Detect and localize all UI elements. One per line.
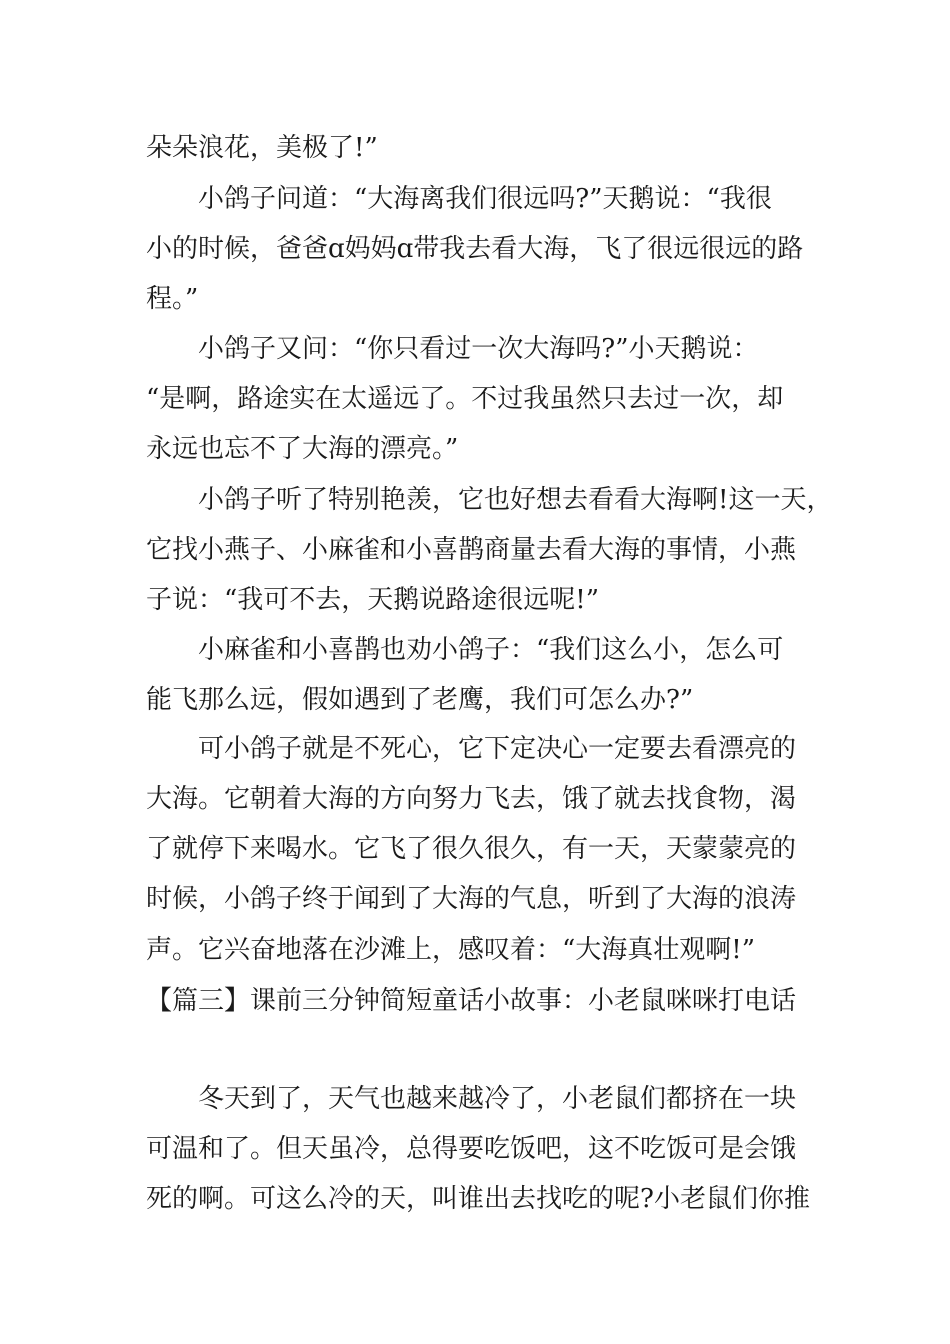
text-line: 它找小燕子、小麻雀和小喜鹊商量去看大海的事情，小燕 — [146, 535, 797, 565]
text-line: 时候，小鸽子终于闻到了大海的气息，听到了大海的浪涛 — [146, 884, 797, 914]
text-line: 小鸽子问道：“大海离我们很远吗?”天鹅说：“我很 — [198, 184, 772, 214]
text-line: “是啊，路途实在太遥远了。不过我虽然只去过一次，却 — [146, 384, 784, 414]
text-line: 小鸽子又问：“你只看过一次大海吗?”小天鹅说： — [198, 334, 759, 364]
text-line: 能飞那么远，假如遇到了老鹰，我们可怎么办?” — [146, 685, 694, 715]
text-line: 可小鸽子就是不死心，它下定决心一定要去看漂亮的 — [198, 734, 797, 764]
text-line: 小麻雀和小喜鹊也劝小鸽子：“我们这么小，怎么可 — [198, 635, 784, 665]
text-line: 大海。它朝着大海的方向努力飞去，饿了就去找食物，渴 — [146, 784, 797, 814]
section-heading: 【篇三】课前三分钟简短童话小故事：小老鼠咪咪打电话 — [146, 986, 797, 1016]
text-line: 声。它兴奋地落在沙滩上，感叹着：“大海真壮观啊!” — [146, 935, 756, 965]
text-line: 可温和了。但天虽冷，总得要吃饭吧，这不吃饭可是会饿 — [146, 1134, 797, 1164]
text-line: 朵朵浪花，美极了!” — [146, 133, 378, 163]
text-line: 程。” — [146, 284, 199, 314]
text-line: 了就停下来喝水。它飞了很久很久，有一天，天蒙蒙亮的 — [146, 834, 797, 864]
text-line: 永远也忘不了大海的漂亮。” — [146, 434, 459, 464]
text-line: 小的时候，爸爸ɑ妈妈ɑ带我去看大海，飞了很远很远的路 — [146, 234, 804, 264]
text-line: 子说：“我可不去，天鹅说路途很远呢!” — [146, 585, 600, 615]
text-line: 冬天到了，天气也越来越冷了，小老鼠们都挤在一块 — [198, 1084, 797, 1114]
text-line: 小鸽子听了特别艳羡，它也好想去看看大海啊!这一天， — [198, 485, 833, 515]
text-line: 死的啊。可这么冷的天，叫谁出去找吃的呢?小老鼠们你推 — [146, 1184, 810, 1214]
